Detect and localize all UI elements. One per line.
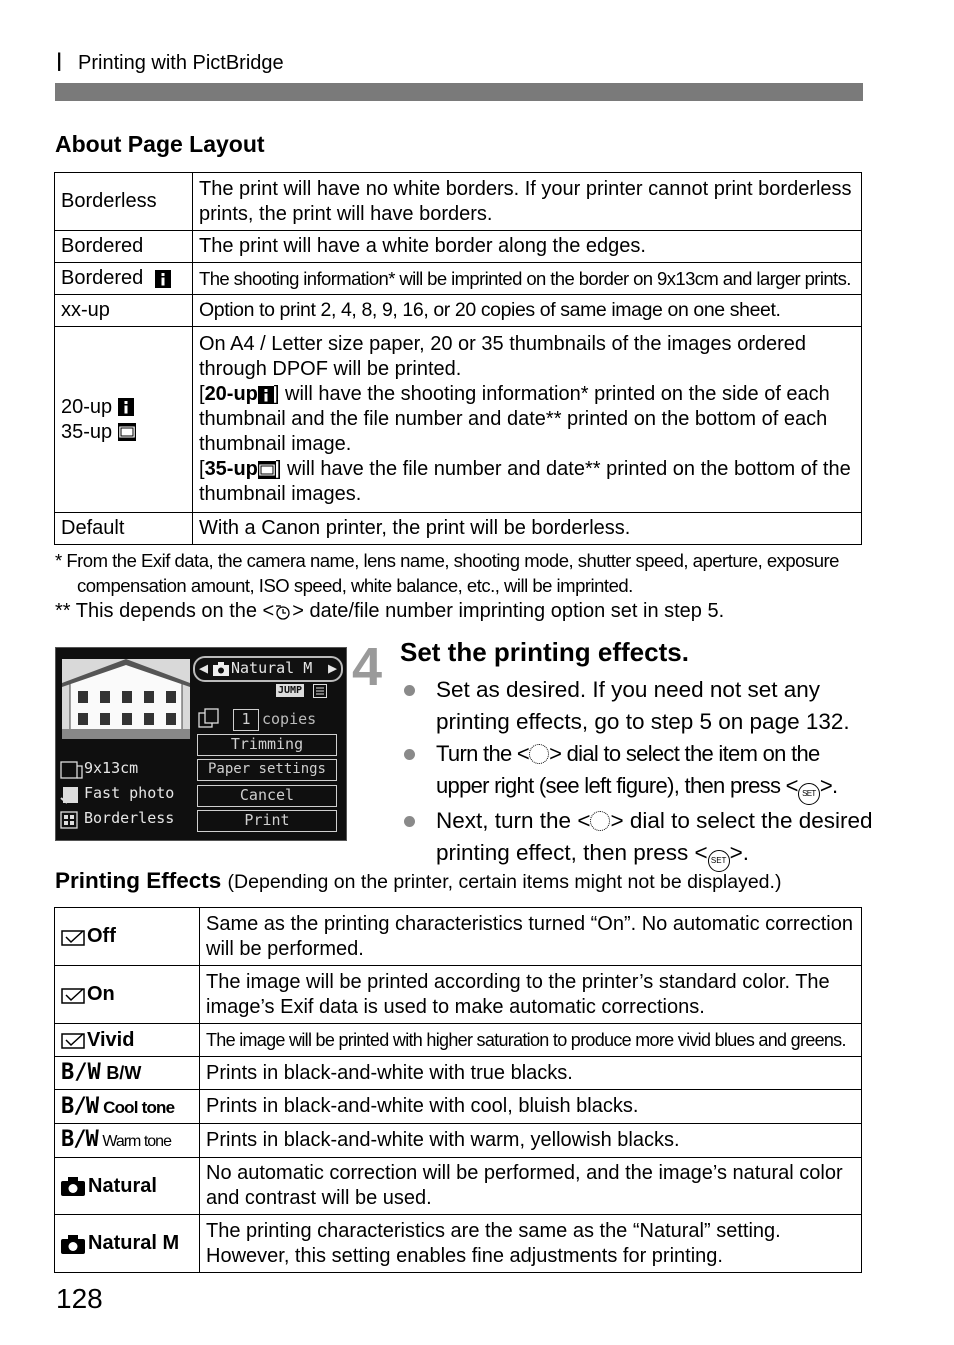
page-header bbox=[56, 50, 284, 75]
copies-icon bbox=[198, 708, 220, 728]
table-row bbox=[55, 1024, 862, 1057]
layout-name: Bordered bbox=[55, 231, 193, 263]
effect-desc: The image will be printed with higher saturation to produce more vivid blues and greens. bbox=[200, 1024, 862, 1057]
layout-desc-35up: [35-up ] will have the file number and date** printed on the bottom of the thumbnail images. bbox=[199, 458, 851, 505]
effects-title: Printing Effects bbox=[55, 868, 222, 893]
effect-desc: No automatic correction will be performed, and the image’s natural color and contrast will be used. bbox=[200, 1158, 862, 1215]
desc-label-35up: 35-up bbox=[204, 458, 258, 480]
bw-icon: B/W bbox=[61, 1093, 99, 1119]
layout-table bbox=[54, 172, 862, 545]
page-number: 128 bbox=[56, 1283, 103, 1314]
table-row bbox=[55, 231, 862, 263]
effect-name: On bbox=[87, 983, 115, 1005]
layout-section-title: About Page Layout bbox=[55, 131, 265, 157]
effect-icon bbox=[61, 1030, 87, 1050]
effect-name: B/W bbox=[106, 1063, 142, 1083]
layout-desc: The print will have no white borders. If your printer cannot print borderless prints, the print will have borders. bbox=[193, 173, 862, 231]
info-icon bbox=[155, 270, 171, 288]
list-item bbox=[404, 805, 874, 872]
layout-name: xx-up bbox=[55, 295, 193, 327]
effect-name: Vivid bbox=[87, 1028, 135, 1051]
effect-name: Cool tone bbox=[103, 1097, 175, 1117]
set-button-icon: SET bbox=[708, 850, 730, 872]
layout-name-35up: 35-up bbox=[61, 420, 113, 443]
effect-icon bbox=[61, 927, 87, 947]
effect-name-cell bbox=[55, 1158, 200, 1215]
effect-name-cell bbox=[55, 966, 200, 1024]
header-title: Printing with PictBridge bbox=[78, 52, 284, 74]
info-icon bbox=[258, 386, 274, 404]
film-icon bbox=[258, 461, 276, 479]
step-number: 4 bbox=[352, 637, 383, 697]
bullet-text: > dial to select the item on the upper right (see left figure), then press < bbox=[436, 741, 820, 798]
desc-text-20up: ] will have the shooting information* printed on the side of each thumbnail and the file number and date** printed on the bottom of each thumbnail image. bbox=[199, 383, 830, 455]
camera-icon bbox=[61, 1176, 85, 1196]
arrow-right-icon: ▶ bbox=[327, 659, 337, 677]
bullet-text: Set as desired. If you need not set any printing effects, go to step 5 on page 132. bbox=[436, 677, 850, 734]
set-button-icon: SET bbox=[798, 783, 820, 805]
bullet-text: Next, turn the < bbox=[436, 808, 591, 833]
footnote-1: * From the Exif data, the camera name, lens name, shooting mode, shutter speed, aperture, exposure compensation amount, ISO speed, white balance, etc., will be imprinted. bbox=[55, 550, 839, 596]
layout-name-cell bbox=[55, 327, 193, 513]
layout-desc-cell bbox=[193, 327, 862, 513]
effect-name: Off bbox=[87, 925, 116, 947]
bullet-icon bbox=[404, 685, 415, 696]
effect-name-cell bbox=[55, 1124, 200, 1158]
effect-desc: Prints in black-and-white with cool, bluish blacks. bbox=[200, 1090, 862, 1124]
effect-desc: Same as the printing characteristics turned “On”. No automatic correction will be performed. bbox=[200, 908, 862, 966]
copies-count[interactable]: 1 bbox=[233, 709, 259, 731]
main-dial-icon bbox=[529, 744, 549, 764]
layout-desc: The shooting information* will be imprinted on the border on 9x13cm and larger prints. bbox=[193, 263, 862, 295]
arrow-left-icon: ◀ bbox=[199, 659, 209, 677]
layout-desc: Option to print 2, 4, 8, 9, 16, or 20 copies of same image on one sheet. bbox=[193, 295, 862, 327]
camera-lcd-screen bbox=[55, 647, 347, 841]
layout-desc: On A4 / Letter size paper, 20 or 35 thumbnails of the images ordered through DPOF will be printed. bbox=[199, 333, 807, 380]
layout-name-20up: 20-up bbox=[61, 395, 113, 418]
bullet-icon bbox=[404, 749, 415, 760]
bullet-text: >. bbox=[729, 840, 750, 865]
bullet-text: >. bbox=[819, 773, 838, 798]
menu-trimming[interactable]: Trimming bbox=[197, 734, 337, 756]
table-row bbox=[55, 1124, 862, 1158]
layout-desc: With a Canon printer, the print will be borderless. bbox=[193, 513, 862, 545]
menu-cancel[interactable]: Cancel bbox=[197, 785, 337, 807]
thumbnail-photo bbox=[62, 659, 190, 739]
step-title: Set the printing effects. bbox=[400, 637, 689, 667]
effect-icon bbox=[61, 985, 87, 1005]
bw-icon: B/W bbox=[61, 1127, 98, 1152]
effect-desc: Prints in black-and-white with true blacks. bbox=[200, 1057, 862, 1090]
bullet-icon bbox=[404, 816, 415, 827]
list-item bbox=[404, 738, 874, 805]
desc-label-20up: 20-up bbox=[204, 383, 258, 405]
jump-badge: JUMP bbox=[278, 685, 303, 696]
menu-print[interactable]: Print bbox=[197, 810, 337, 832]
layout-name: Bordered bbox=[61, 267, 144, 289]
effect-name-cell bbox=[55, 1090, 200, 1124]
pictbridge-icon: ∣ bbox=[56, 50, 63, 74]
table-row bbox=[55, 173, 862, 231]
lcd-paper-type: Fast photo bbox=[84, 784, 175, 802]
table-row bbox=[55, 908, 862, 966]
lcd-page-layout: Borderless bbox=[84, 809, 175, 827]
layout-name: Borderless bbox=[55, 173, 193, 231]
effects-table bbox=[54, 907, 862, 1273]
menu-paper-settings[interactable]: Paper settings bbox=[197, 759, 337, 781]
layout-name-cell bbox=[55, 263, 193, 295]
paper-size-icon bbox=[60, 761, 84, 779]
effect-name-cell bbox=[55, 1024, 200, 1057]
effects-section-title bbox=[55, 868, 781, 894]
table-row bbox=[55, 295, 862, 327]
table-row bbox=[55, 1158, 862, 1215]
print-list-icon bbox=[313, 684, 327, 698]
layout-desc-20up: [20-up ] will have the shooting information* printed on the side of each thumbnail and the file number and date** printed on the bottom of each thumbnail image. bbox=[199, 383, 830, 455]
paper-type-icon bbox=[60, 786, 84, 804]
table-row bbox=[55, 1057, 862, 1090]
lcd-effect-value: Natural M bbox=[231, 659, 313, 677]
main-dial-icon bbox=[590, 811, 610, 831]
effect-name-cell bbox=[55, 908, 200, 966]
effect-desc: The printing characteristics are the same as the “Natural” setting. However, this setting enables fine adjustments for printing. bbox=[200, 1215, 862, 1273]
layout-name: Default bbox=[55, 513, 193, 545]
table-row bbox=[55, 1215, 862, 1273]
table-row bbox=[55, 966, 862, 1024]
film-icon bbox=[118, 423, 136, 441]
date-imprint-icon bbox=[274, 603, 292, 621]
effect-name-cell bbox=[55, 1215, 200, 1273]
page-layout-icon bbox=[60, 811, 84, 829]
effect-desc: Prints in black-and-white with warm, yellowish blacks. bbox=[200, 1124, 862, 1158]
desc-text-35up: ] will have the file number and date** printed on the bottom of the thumbnail images. bbox=[199, 458, 851, 505]
effect-desc: The image will be printed according to the printer’s standard color. The image’s Exif data is used to make automatic corrections. bbox=[200, 966, 862, 1024]
effect-selector[interactable] bbox=[193, 656, 343, 682]
effect-name: Natural M bbox=[88, 1232, 180, 1254]
effect-name: Natural bbox=[88, 1174, 157, 1197]
copies-label: copies bbox=[262, 710, 317, 728]
footnote-2-text-a: ** This depends on the < bbox=[55, 600, 275, 622]
table-row bbox=[55, 1090, 862, 1124]
footnote-2-text-b: > date/file number imprinting option set in step 5. bbox=[292, 600, 725, 622]
bullet-text: > dial to select the desired printing effect, then press < bbox=[436, 808, 873, 865]
effect-name-cell bbox=[55, 1057, 200, 1090]
table-row bbox=[55, 263, 862, 295]
lcd-paper-size: 9x13cm bbox=[84, 759, 139, 777]
info-icon bbox=[118, 398, 134, 416]
camera-icon bbox=[213, 662, 229, 676]
step-bullets bbox=[404, 674, 874, 872]
bw-icon: B/W bbox=[61, 1060, 101, 1085]
header-bar bbox=[55, 83, 863, 101]
table-row bbox=[55, 327, 862, 513]
camera-icon bbox=[61, 1234, 85, 1254]
effects-subtitle: (Depending on the printer, certain items might not be displayed.) bbox=[227, 871, 782, 893]
bullet-text: Turn the < bbox=[436, 741, 530, 766]
list-item bbox=[404, 674, 874, 738]
table-row bbox=[55, 513, 862, 545]
effect-name: Warm tone bbox=[102, 1133, 171, 1150]
layout-desc: The print will have a white border along the edges. bbox=[193, 231, 862, 263]
footnote-2 bbox=[55, 599, 724, 624]
